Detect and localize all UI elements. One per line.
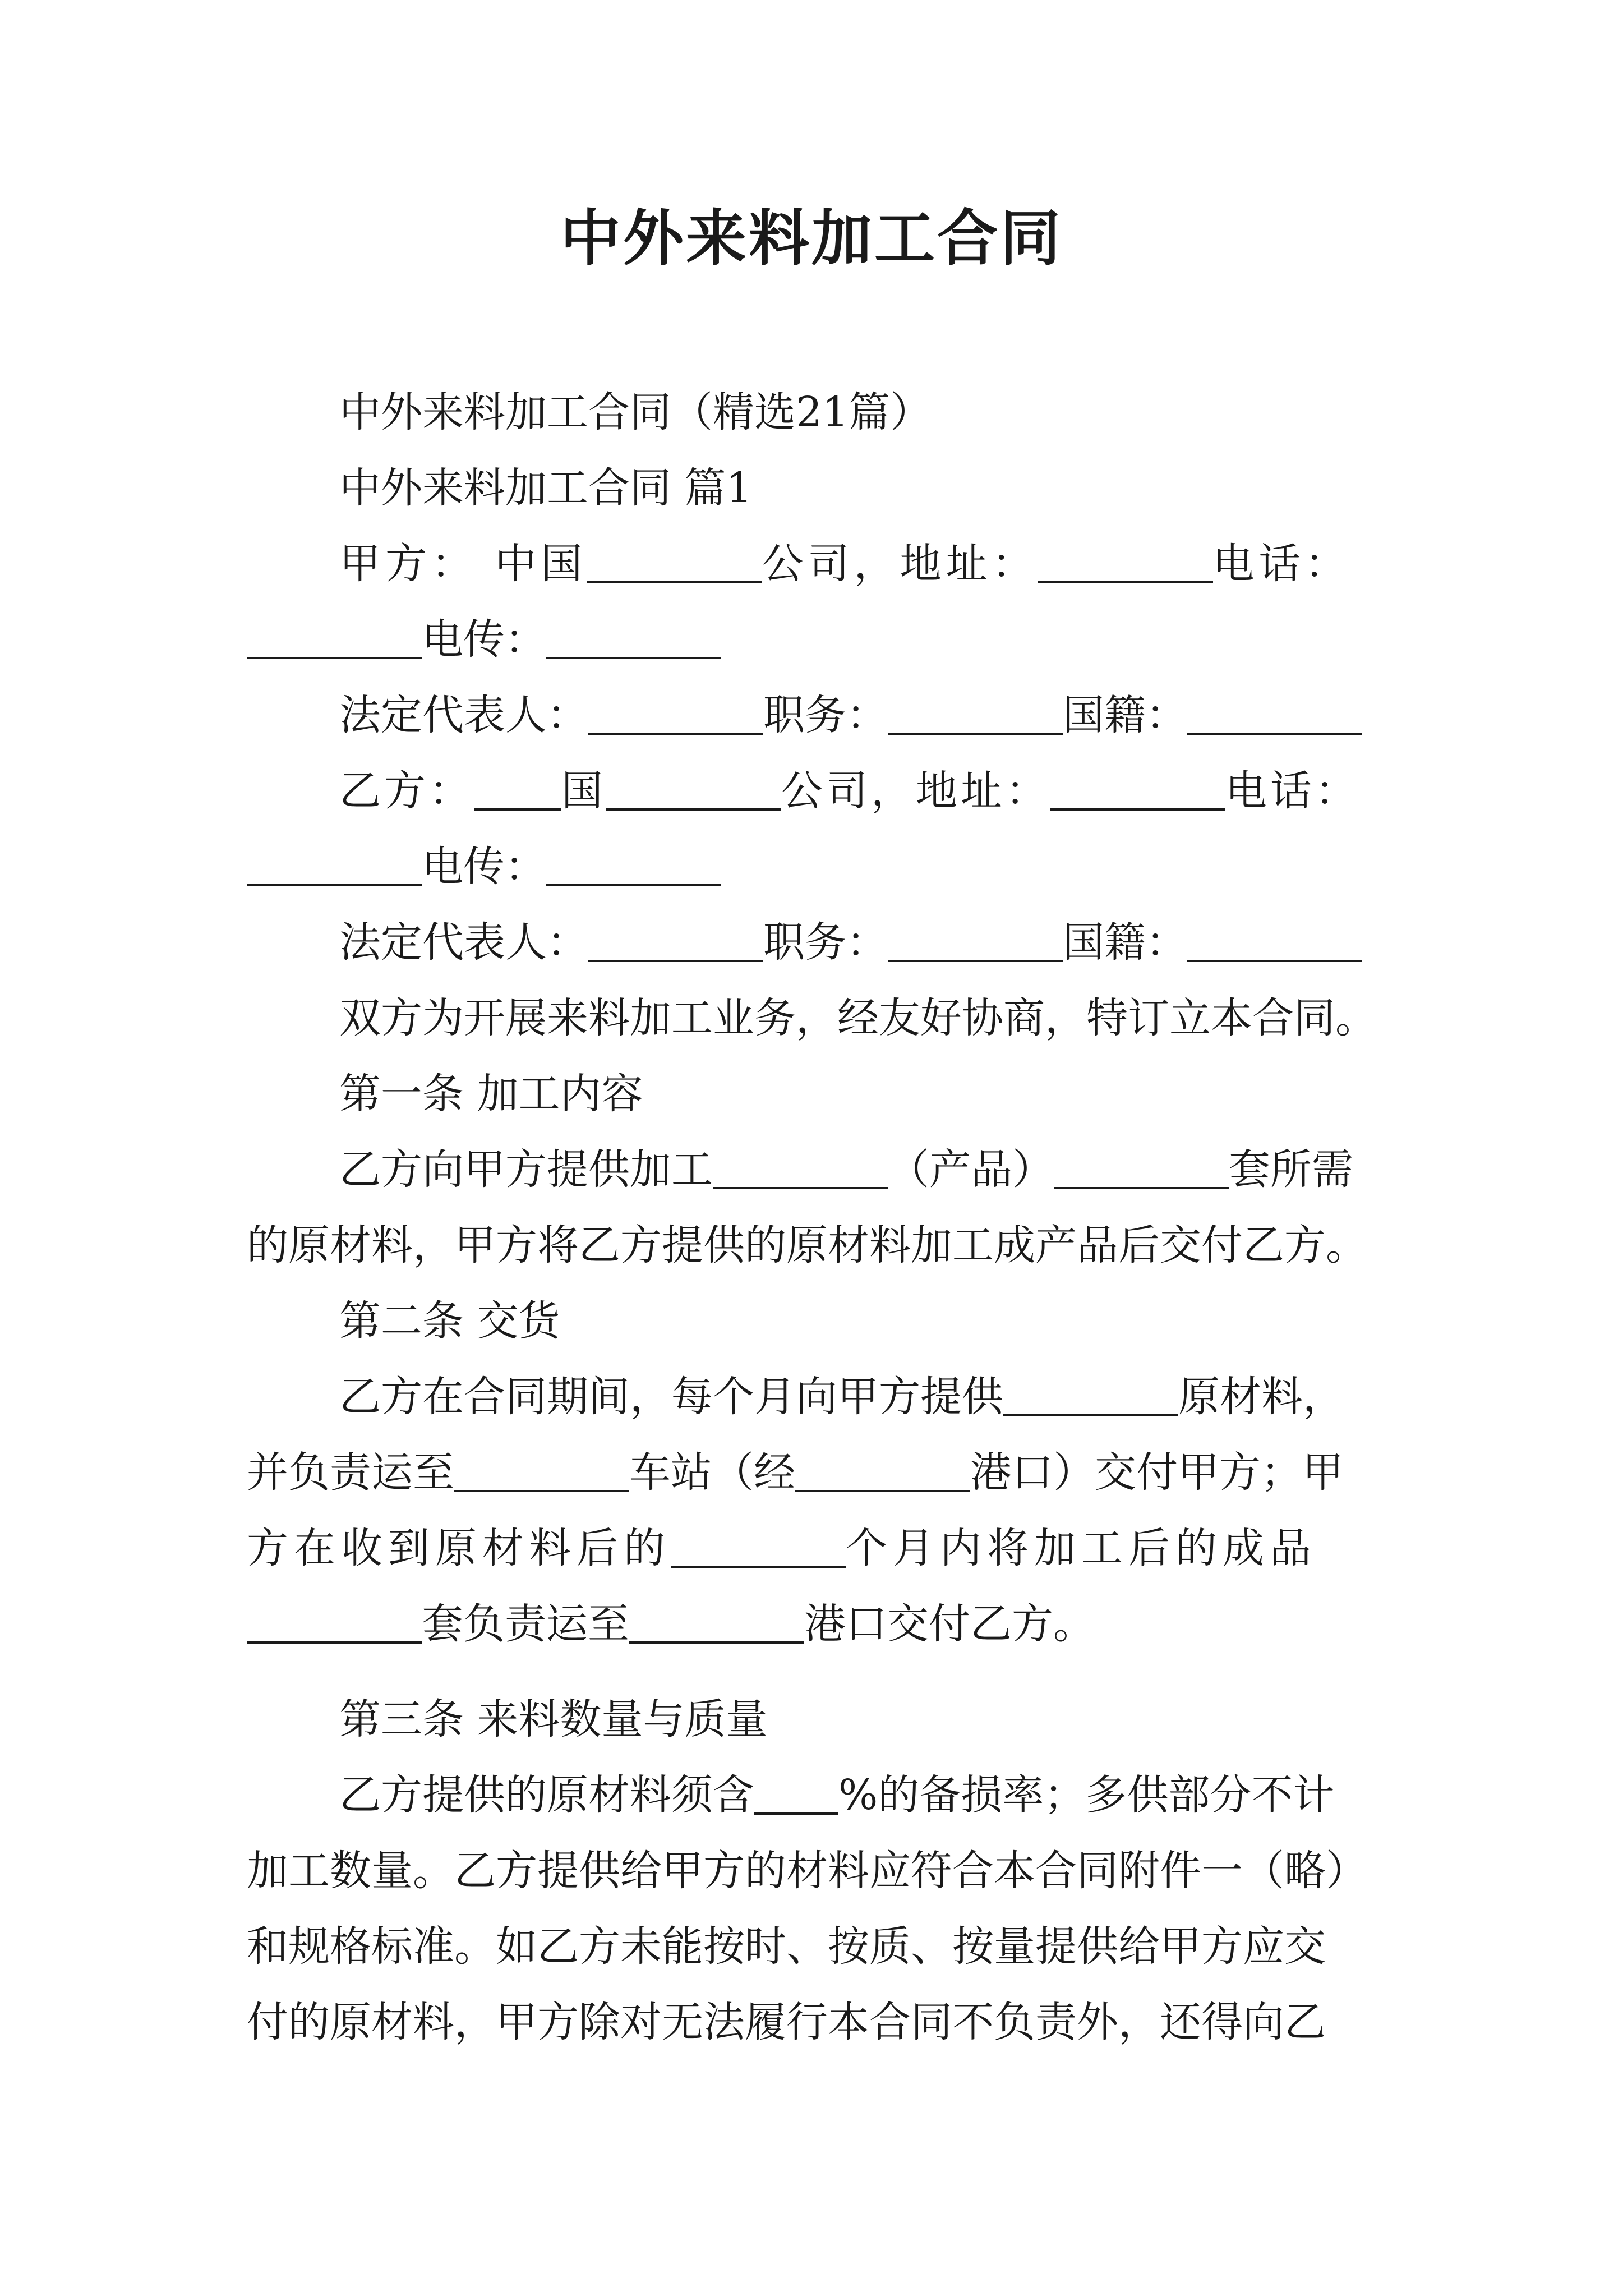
text-segment: 乙方向甲方提供加工 (339, 1145, 713, 1194)
blank-field (1187, 698, 1362, 735)
party-b-rep-line (247, 917, 1385, 968)
blank-field (671, 1531, 846, 1568)
blank-field (1054, 1152, 1229, 1189)
text-segment: 车站（经 (629, 1448, 795, 1497)
rep-label: 法定代表人： (339, 691, 588, 739)
blank-field (629, 1607, 804, 1644)
nationality-label: 国籍： (1063, 691, 1187, 739)
article-3-line-1 (247, 1770, 1385, 1820)
document-title: 中外来料加工合同 (560, 203, 1063, 274)
text-segment: 并负责运至 (247, 1448, 454, 1497)
rep-label: 法定代表人： (339, 918, 588, 967)
text-segment: %的备损率；多供部分不计 (838, 1771, 1335, 1819)
article-3-heading: 第三条 来料数量与质量 (339, 1695, 768, 1743)
article-3-line-4: 付的原材料，甲方除对无法履行本合同不负责外，还得向乙 (247, 1998, 1326, 2046)
title-label: 职务： (763, 918, 888, 967)
party-b-country: 国 (561, 767, 606, 815)
party-a-company-suffix: 公司，地址： (762, 540, 1038, 588)
blank-field (454, 1455, 629, 1492)
blank-field (247, 1607, 422, 1644)
blank-field (888, 925, 1063, 962)
party-b-fax-label: 电传： (422, 843, 546, 891)
text-segment: 套负责运至 (422, 1600, 629, 1648)
article-2-line-3 (247, 1523, 1385, 1573)
party-a-country: 中国 (495, 540, 587, 588)
article-2-line-1 (247, 1372, 1385, 1422)
party-a-label: 甲方： (339, 540, 477, 588)
text-segment: 原材料， (1178, 1373, 1344, 1421)
blank-field (1038, 546, 1213, 583)
title-label: 职务： (763, 691, 888, 739)
blank-field (754, 1778, 838, 1815)
nationality-label: 国籍： (1063, 918, 1187, 967)
blank-field (474, 774, 561, 811)
blank-field (606, 774, 781, 811)
blank-field (1187, 925, 1362, 962)
blank-field (247, 849, 422, 886)
party-a-fax-line (247, 614, 1385, 665)
article-1-heading: 第一条 加工内容 (339, 1070, 643, 1118)
article-3-line-3: 和规格标准。如乙方未能按时、按质、按量提供给甲方应交 (247, 1922, 1326, 1971)
blank-field (713, 1152, 888, 1189)
article-2-line-2 (247, 1447, 1385, 1498)
article-2-line-4 (247, 1599, 1385, 1649)
text-segment: 乙方在合同期间，每个月向甲方提供 (339, 1373, 1003, 1421)
text-segment: 港口）交付甲方；甲 (970, 1448, 1344, 1497)
party-b-fax-line (247, 841, 1385, 892)
blank-field (546, 622, 721, 659)
text-segment: 个月内将加工后的成品 (846, 1524, 1317, 1572)
text-segment: 乙方提供的原材料须含 (339, 1771, 754, 1819)
blank-field (795, 1455, 970, 1492)
intro-paragraph: 双方为开展来料加工业务，经友好协商，特订立本合同。 (339, 994, 1377, 1042)
party-a-phone-label: 电话： (1212, 540, 1351, 588)
blank-field (588, 698, 763, 735)
article-1-line-2: 的原材料，甲方将乙方提供的原材料加工成产品后交付乙方。 (247, 1221, 1367, 1269)
article-1-line-1 (247, 1144, 1385, 1195)
party-a-rep-line (247, 690, 1385, 740)
blank-field (546, 849, 721, 886)
subtitle: 中外来料加工合同（精选21篇） (339, 388, 932, 436)
blank-field (1003, 1379, 1178, 1416)
party-a-fax-label: 电传： (422, 615, 546, 664)
blank-field (587, 546, 762, 583)
text-segment: （产品） (888, 1145, 1054, 1194)
blank-field (1050, 774, 1225, 811)
text-segment: 方在收到原材料后的 (247, 1524, 671, 1572)
article-3-line-2: 加工数量。乙方提供给甲方的材料应符合本合同附件一（略） (247, 1847, 1367, 1895)
party-b-phone-label: 电话： (1225, 767, 1360, 815)
text-segment: 港口交付乙方。 (804, 1600, 1095, 1648)
section-heading: 中外来料加工合同 篇1 (339, 464, 753, 512)
article-2-heading: 第二条 交货 (339, 1297, 560, 1345)
party-a-line (247, 539, 1385, 589)
party-b-label: 乙方： (339, 767, 474, 815)
blank-field (888, 698, 1063, 735)
party-b-line (247, 766, 1385, 816)
blank-field (247, 622, 422, 659)
party-b-company-suffix: 公司，地址： (781, 767, 1050, 815)
text-segment: 套所需 (1229, 1145, 1353, 1194)
blank-field (588, 925, 763, 962)
